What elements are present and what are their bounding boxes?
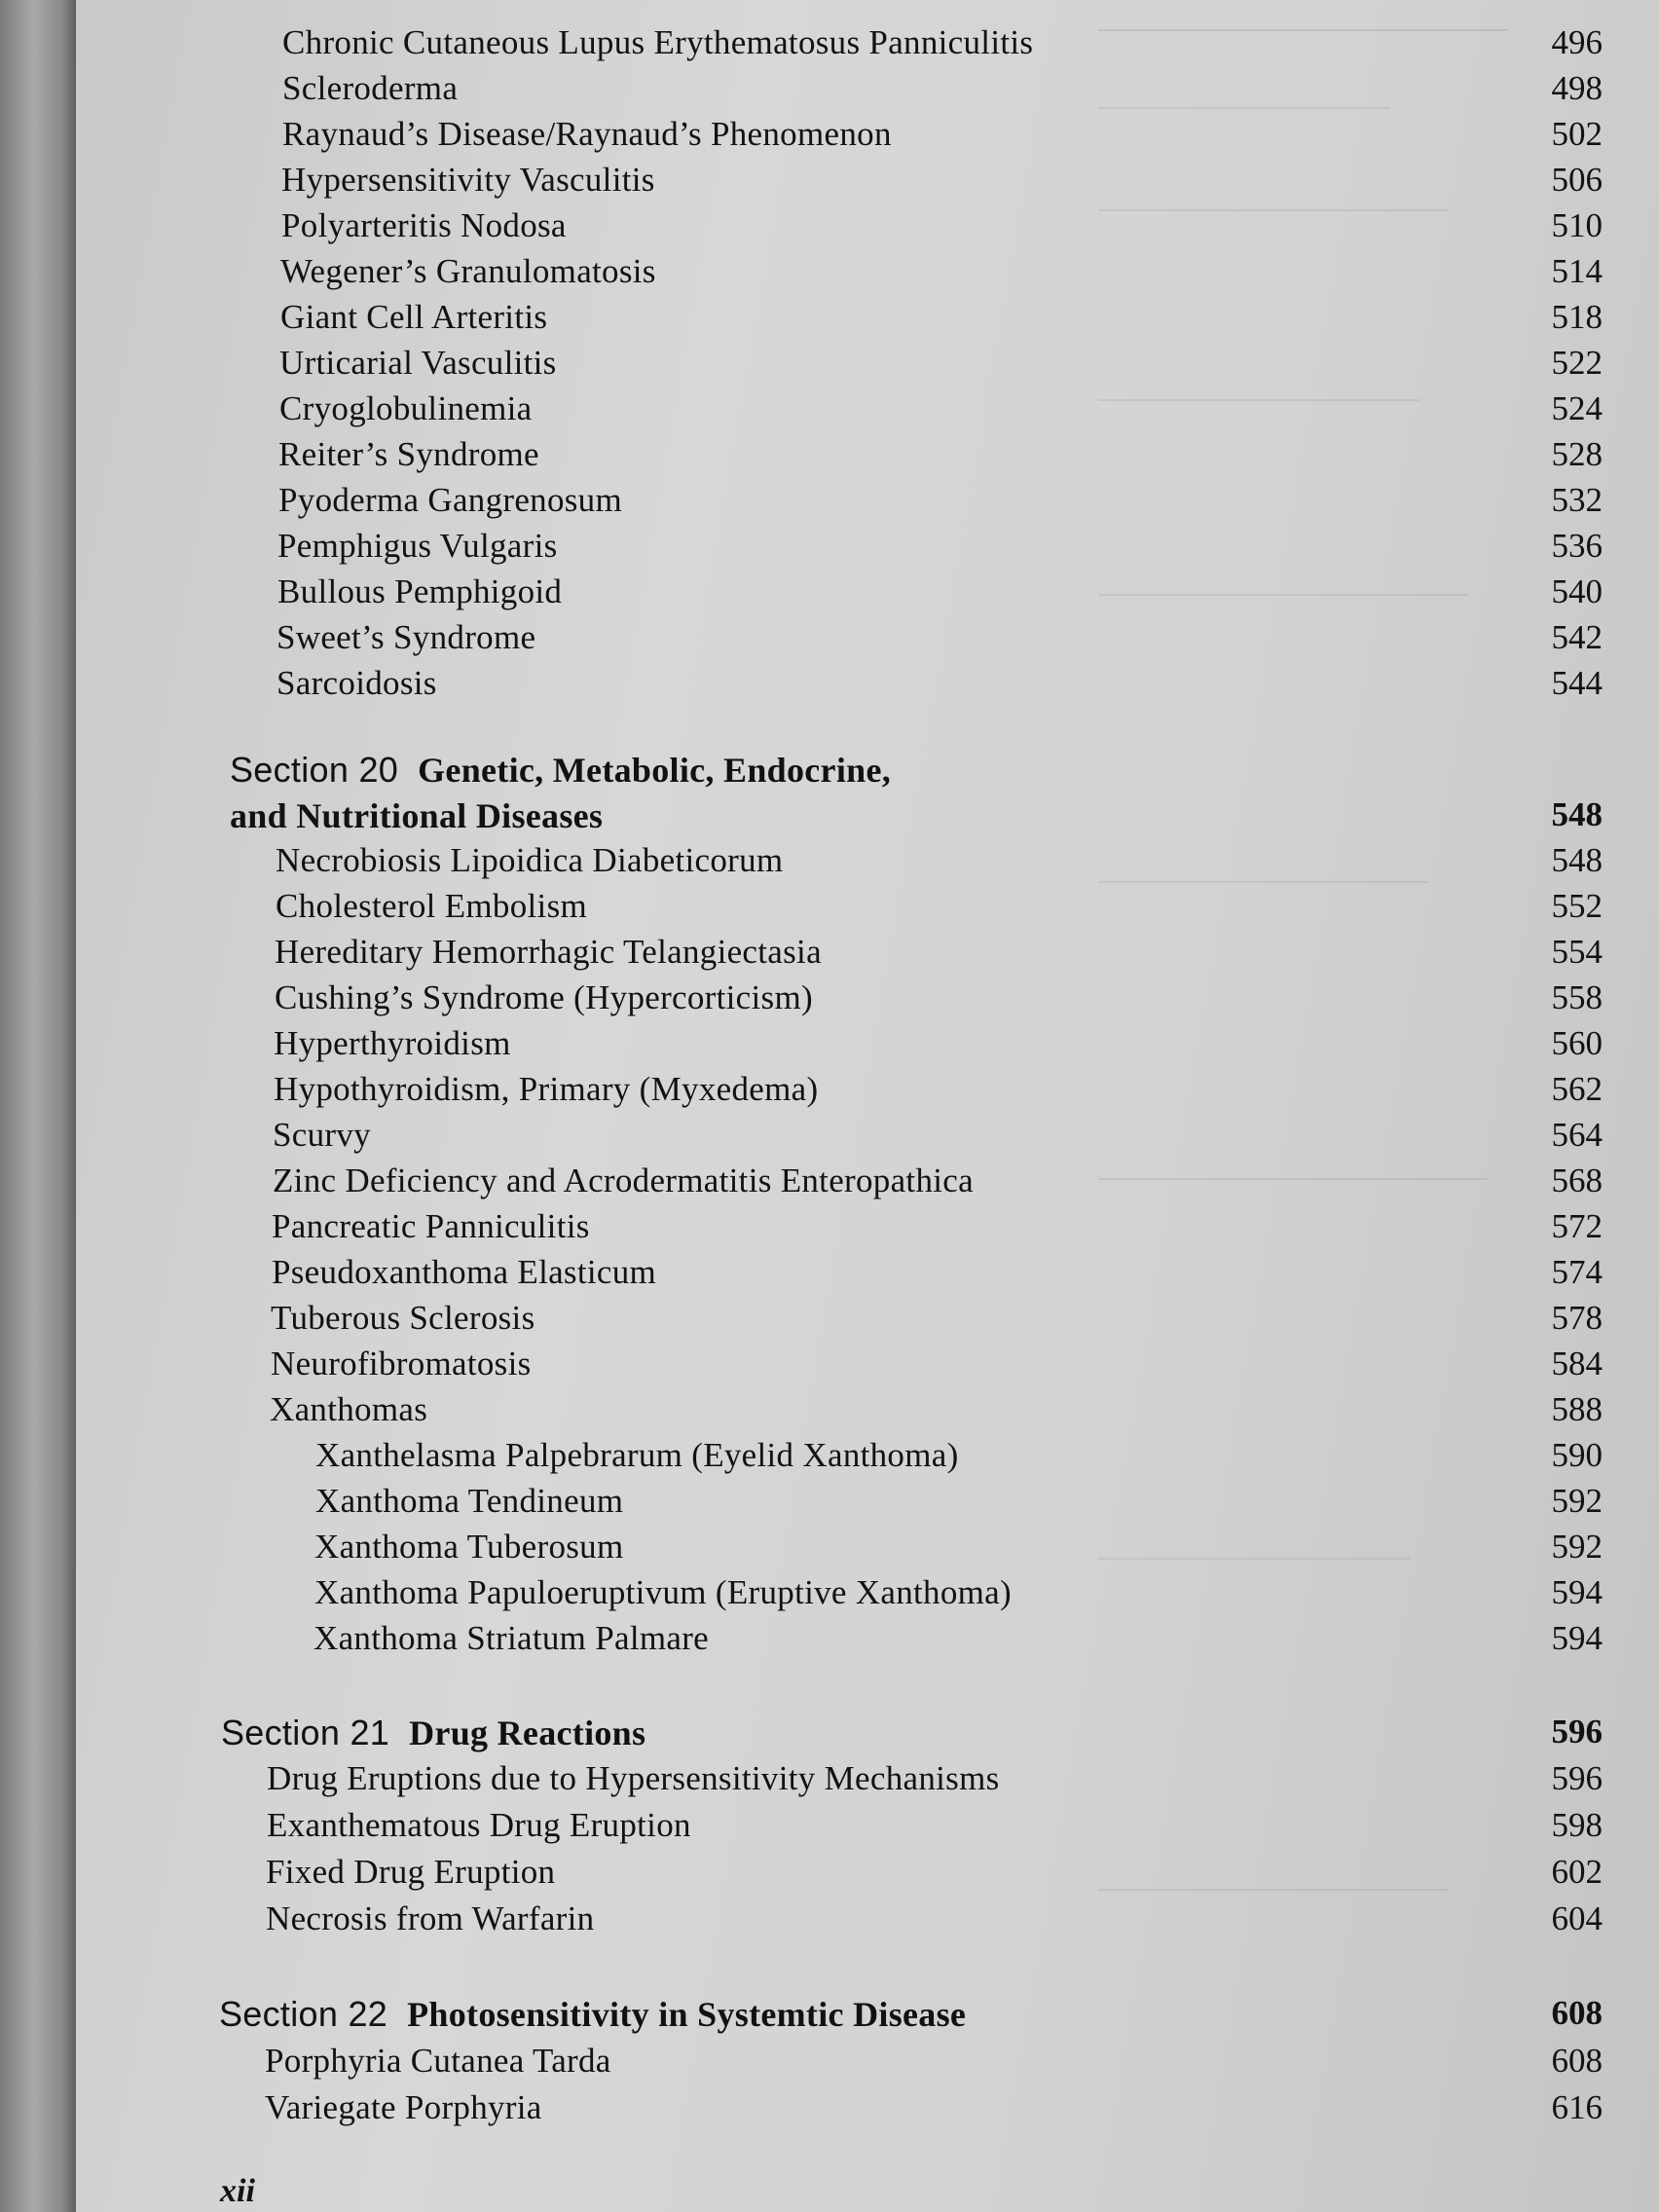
entry-title: Xanthoma Striatum Palmare: [313, 1619, 710, 1657]
toc-subentry: [314, 1573, 1603, 1618]
entry-title: Polyarteritis Nodosa: [281, 206, 567, 244]
section-label: Section 21: [221, 1713, 390, 1752]
entry-title: Xanthomas: [270, 1390, 428, 1428]
toc-entry: [271, 1345, 1603, 1389]
entry-title: Neurofibromatosis: [271, 1345, 532, 1382]
entry-title: Porphyria Cutanea Tarda: [265, 2042, 611, 2080]
entry-title: Xanthoma Tendineum: [315, 1482, 624, 1520]
entry-title: Exanthematous Drug Eruption: [267, 1806, 691, 1844]
entry-title: Hyperthyroidism: [274, 1024, 511, 1062]
entry-title: Necrobiosis Lipoidica Diabeticorum: [276, 841, 784, 879]
book-spine-edge: [0, 0, 76, 2212]
toc-entry: [267, 1806, 1603, 1851]
toc-entry: [276, 664, 1603, 709]
entry-title: Drug Eruptions due to Hypersensitivity Mechanisms: [267, 1759, 1000, 1797]
entry-title: Cushing’s Syndrome (Hypercorticism): [275, 978, 813, 1016]
toc-entry: [266, 1899, 1603, 1944]
section-name: Genetic, Metabolic, Endocrine,: [418, 751, 892, 790]
entry-title: Cryoglobulinemia: [279, 389, 533, 427]
section-page: 608: [1551, 1994, 1603, 2032]
entry-title: Hypothyroidism, Primary (Myxedema): [274, 1070, 819, 1108]
entry-page: 510: [1551, 206, 1603, 244]
entry-title: Variegate Porphyria: [265, 2088, 542, 2126]
toc-entry: [279, 389, 1603, 434]
entry-page: 604: [1551, 1899, 1603, 1937]
entry-page: 596: [1551, 1759, 1603, 1797]
entry-page: 528: [1551, 435, 1603, 473]
toc-entry: [266, 1853, 1603, 1898]
entry-page: 588: [1551, 1390, 1603, 1428]
section-label: Section 20: [230, 750, 399, 790]
entry-title: Reiter’s Syndrome: [278, 435, 539, 473]
entry-page: 608: [1551, 2042, 1603, 2080]
entry-page: 532: [1551, 481, 1603, 519]
entry-title: Hypersensitivity Vasculitis: [281, 161, 655, 199]
entry-page: 496: [1551, 23, 1603, 61]
entry-title: Pancreatic Panniculitis: [272, 1207, 590, 1245]
section-page: 548: [1551, 795, 1603, 833]
toc-entry: [273, 1161, 1603, 1206]
entry-page: 554: [1551, 933, 1603, 971]
section-name: Drug Reactions: [409, 1714, 646, 1752]
section-name: and Nutritional Diseases: [230, 796, 604, 835]
entry-title: Pseudoxanthoma Elasticum: [272, 1253, 657, 1291]
toc-entry: [276, 887, 1603, 932]
section-heading: [219, 1994, 1603, 2039]
toc-entry: [278, 481, 1603, 526]
section-heading-line2: [230, 795, 1603, 840]
entry-page: 616: [1551, 2088, 1603, 2126]
entry-title: Wegener’s Granulomatosis: [280, 252, 656, 290]
page-folio: xii: [220, 2173, 255, 2209]
entry-page: 522: [1551, 344, 1603, 382]
entry-page: 558: [1551, 978, 1603, 1016]
entry-title: Bullous Pemphigoid: [277, 572, 563, 610]
toc-entry: [280, 252, 1603, 297]
entry-page: 502: [1551, 115, 1603, 153]
toc-entry: [271, 1299, 1603, 1344]
toc-entry: [265, 2088, 1603, 2133]
section-name: Photosensitivity in Systemtic Disease: [407, 1995, 967, 2034]
entry-page: 594: [1551, 1573, 1603, 1611]
toc-entry: [282, 23, 1603, 68]
section-heading: [221, 1713, 1603, 1757]
toc-entry: [279, 344, 1603, 388]
toc-entry: [281, 206, 1603, 251]
entry-page: 536: [1551, 527, 1603, 565]
toc-entry: [282, 69, 1603, 114]
toc-entry: [277, 527, 1603, 571]
entry-title: Scurvy: [273, 1116, 371, 1154]
entry-page: 560: [1551, 1024, 1603, 1062]
entry-page: 564: [1551, 1116, 1603, 1154]
table-of-contents: [76, 0, 1659, 2212]
entry-title: Fixed Drug Eruption: [266, 1853, 556, 1891]
entry-page: 524: [1551, 389, 1603, 427]
section-page: 596: [1551, 1713, 1603, 1751]
toc-entry: [273, 1116, 1603, 1161]
entry-page: 568: [1551, 1161, 1603, 1199]
entry-title: Raynaud’s Disease/Raynaud’s Phenomenon: [282, 115, 892, 153]
toc-entry: [274, 1024, 1603, 1069]
entry-page: 592: [1551, 1482, 1603, 1520]
toc-subentry: [314, 1528, 1603, 1572]
toc-entry: [275, 933, 1603, 977]
toc-entry: [272, 1253, 1603, 1298]
entry-page: 590: [1551, 1436, 1603, 1474]
entry-page: 540: [1551, 572, 1603, 610]
entry-page: 572: [1551, 1207, 1603, 1245]
toc-entry: [270, 1390, 1603, 1435]
entry-page: 542: [1551, 618, 1603, 656]
section-heading: [230, 750, 1603, 794]
entry-page: 594: [1551, 1619, 1603, 1657]
toc-entry: [272, 1207, 1603, 1252]
entry-page: 514: [1551, 252, 1603, 290]
entry-title: Chronic Cutaneous Lupus Erythematosus Panniculitis: [282, 23, 1034, 61]
entry-page: 602: [1551, 1853, 1603, 1891]
entry-page: 598: [1551, 1806, 1603, 1844]
toc-entry: [277, 572, 1603, 617]
entry-title: Urticarial Vasculitis: [279, 344, 557, 382]
entry-title: Tuberous Sclerosis: [271, 1299, 535, 1337]
entry-title: Sarcoidosis: [276, 664, 437, 702]
toc-entry: [265, 2042, 1603, 2086]
entry-page: 584: [1551, 1345, 1603, 1382]
entry-title: Pemphigus Vulgaris: [277, 527, 558, 565]
toc-entry: [276, 841, 1603, 886]
entry-page: 544: [1551, 664, 1603, 702]
entry-page: 518: [1551, 298, 1603, 336]
entry-page: 562: [1551, 1070, 1603, 1108]
entry-title: Xanthelasma Palpebrarum (Eyelid Xanthoma): [315, 1436, 959, 1474]
entry-title: Pyoderma Gangrenosum: [278, 481, 623, 519]
toc-entry: [267, 1759, 1603, 1804]
entry-title: Sweet’s Syndrome: [276, 618, 536, 656]
toc-page: [76, 0, 1659, 2212]
entry-title: Giant Cell Arteritis: [280, 298, 548, 336]
entry-page: 592: [1551, 1528, 1603, 1566]
entry-title: Scleroderma: [282, 69, 459, 107]
entry-title: Xanthoma Papuloeruptivum (Eruptive Xanthoma): [314, 1573, 1012, 1611]
toc-entry: [274, 1070, 1603, 1115]
entry-page: 498: [1551, 69, 1603, 107]
section-label: Section 22: [219, 1994, 388, 2034]
toc-entry: [282, 115, 1603, 160]
entry-page: 578: [1551, 1299, 1603, 1337]
entry-page: 548: [1551, 841, 1603, 879]
entry-title: Necrosis from Warfarin: [266, 1899, 595, 1937]
entry-title: Hereditary Hemorrhagic Telangiectasia: [275, 933, 822, 971]
entry-title: Cholesterol Embolism: [276, 887, 588, 925]
toc-entry: [280, 298, 1603, 343]
toc-entry: [275, 978, 1603, 1023]
entry-page: 506: [1551, 161, 1603, 199]
toc-subentry: [315, 1436, 1603, 1481]
entry-page: 552: [1551, 887, 1603, 925]
toc-subentry: [315, 1482, 1603, 1527]
entry-title: Zinc Deficiency and Acrodermatitis Enteropathica: [273, 1161, 974, 1199]
toc-subentry: [313, 1619, 1603, 1664]
entry-page: 574: [1551, 1253, 1603, 1291]
toc-entry: [276, 618, 1603, 663]
entry-title: Xanthoma Tuberosum: [314, 1528, 624, 1566]
toc-entry: [278, 435, 1603, 480]
toc-entry: [281, 161, 1603, 205]
